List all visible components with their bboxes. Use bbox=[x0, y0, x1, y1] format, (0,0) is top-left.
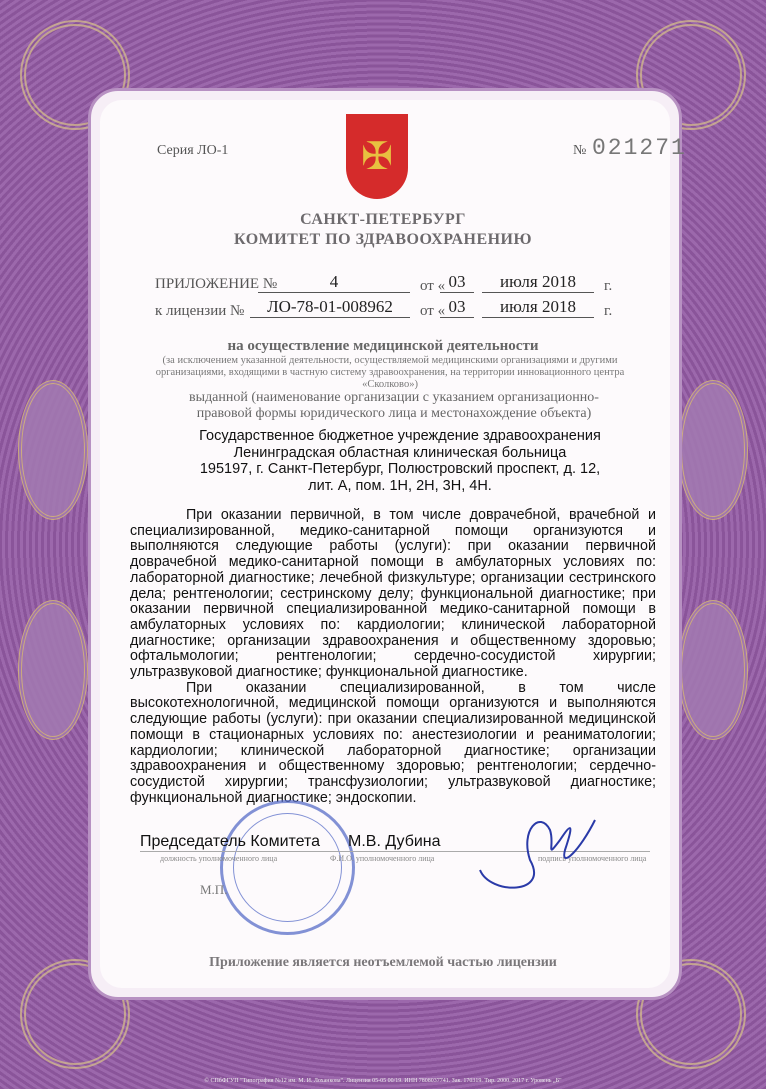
license-number: ЛО-78-01-008962 bbox=[250, 297, 410, 318]
issuer-committee: КОМИТЕТ ПО ЗДРАВООХРАНЕНИЮ bbox=[233, 231, 533, 248]
organization-name: Государственное бюджетное учреждение здравоохранения bbox=[199, 428, 601, 444]
appendix-g: г. bbox=[604, 278, 613, 294]
license-month-year bbox=[482, 297, 594, 318]
appendix-number: 4 bbox=[258, 272, 410, 293]
activity-title: на осуществление медицинской деятельности bbox=[227, 338, 539, 354]
side-ornament bbox=[18, 600, 88, 740]
handwritten-signature bbox=[470, 800, 600, 900]
license-from: от « bbox=[420, 303, 446, 319]
appendix-month-year bbox=[482, 272, 594, 293]
license-month: июля bbox=[500, 297, 538, 316]
coat-of-arms-icon: ✠ bbox=[346, 114, 408, 199]
document-number: 021271 bbox=[592, 135, 687, 161]
primary-care-paragraph: При оказании первичной, в том числе доврачебной, врачебной и специализированной, медико-санитарной помощи организуются и выполняются следующие работы (услуги): при оказании первичной доврачебной медико-санитарной помощи в амбулаторных условиях по: лабораторной диагностике; лечебной физкультуре; организации сестринского дела; рентгенологии; сестринскому делу; функциональной диагностике; при оказании первичной специализированной медико-санитарной помощи в амбулаторных условиях по: кардиологии; клинической лабораторной диагностике; организации здравоохранения и общественному здоровью; офтальмологии; рентгенологии; сердечно-сосудистой хирургии; ультразвуковой диагностике; функциональной диагностике. bbox=[130, 507, 656, 681]
organization-address: 195197, г. Санкт-Петербург, Полюстровский проспект, д. 12, bbox=[199, 461, 601, 477]
official-seal bbox=[220, 800, 355, 935]
side-ornament bbox=[678, 380, 748, 520]
series-label: Серия ЛО-1 bbox=[157, 143, 229, 158]
organization-block bbox=[150, 428, 650, 494]
specialized-care-paragraph: При оказании специализированной, в том числе высокотехнологичной, медицинской помощи организуются и выполняются следующие работы (услуги): при оказании специализированной медицинской помощи в стационарных условиях по: анестезиологии и реаниматологии; кардиологии; клинической лабораторной диагностике; организации здравоохранения и общественному здоровью; рентгенологии; сердечно-сосудистой хирургии; трансфузиологии; ультразвуковой диагностике; функциональной диагностике; эндоскопии. bbox=[130, 679, 656, 806]
number-label: № bbox=[573, 143, 587, 158]
exclusion-note: (за исключением указанной деятельности, осуществляемой медицинскими организациями и другими организациями, входящими в частную систему здравоохранения, на территории инновационного центра «Сколково») bbox=[155, 355, 625, 390]
side-ornament bbox=[678, 600, 748, 740]
seal-place-mark: М.П. bbox=[200, 882, 228, 897]
appendix-month: июля bbox=[500, 272, 538, 291]
license-label: к лицензии № bbox=[155, 303, 245, 319]
license-year: 2018 bbox=[541, 297, 576, 316]
position-caption: должность уполномоченного лица bbox=[160, 854, 278, 863]
issued-to-note: выданной (наименование организации с указанием организационно-правовой формы юридического лица и местонахождение объекта) bbox=[189, 390, 599, 421]
organization-name-2: Ленинградская областная клиническая больница bbox=[233, 444, 567, 461]
name-caption: Ф.И.О. уполномоченного лица bbox=[330, 854, 435, 863]
license-day: 03 bbox=[440, 297, 474, 318]
signatory-position: Председатель Комитета bbox=[140, 833, 321, 850]
license-g: г. bbox=[604, 303, 613, 319]
appendix-label: ПРИЛОЖЕНИЕ № bbox=[155, 276, 278, 292]
appendix-year: 2018 bbox=[541, 272, 576, 291]
appendix-from: от « bbox=[420, 278, 446, 294]
services-text bbox=[130, 508, 656, 806]
printing-info: © СПбФГУП "Типография №12 им. М. И. Лоханкова". Лицензия 05-05 00/19. ИНН 7808037741. Зак. 170319. Тир. 2000. 2017 г. Уровень „Б" bbox=[204, 1078, 562, 1084]
organization-address-2: лит. А, пом. 1Н, 2Н, 3Н, 4Н. bbox=[308, 477, 492, 494]
signatory-name: М.В. Дубина bbox=[348, 833, 441, 850]
issuer-city: САНКТ-ПЕТЕРБУРГ bbox=[300, 211, 466, 228]
side-ornament bbox=[18, 380, 88, 520]
appendix-day: 03 bbox=[440, 272, 474, 293]
appendix-integral-note: Приложение является неотъемлемой частью лицензии bbox=[209, 955, 557, 970]
signature-caption: подпись уполномоченного лица bbox=[538, 854, 647, 863]
